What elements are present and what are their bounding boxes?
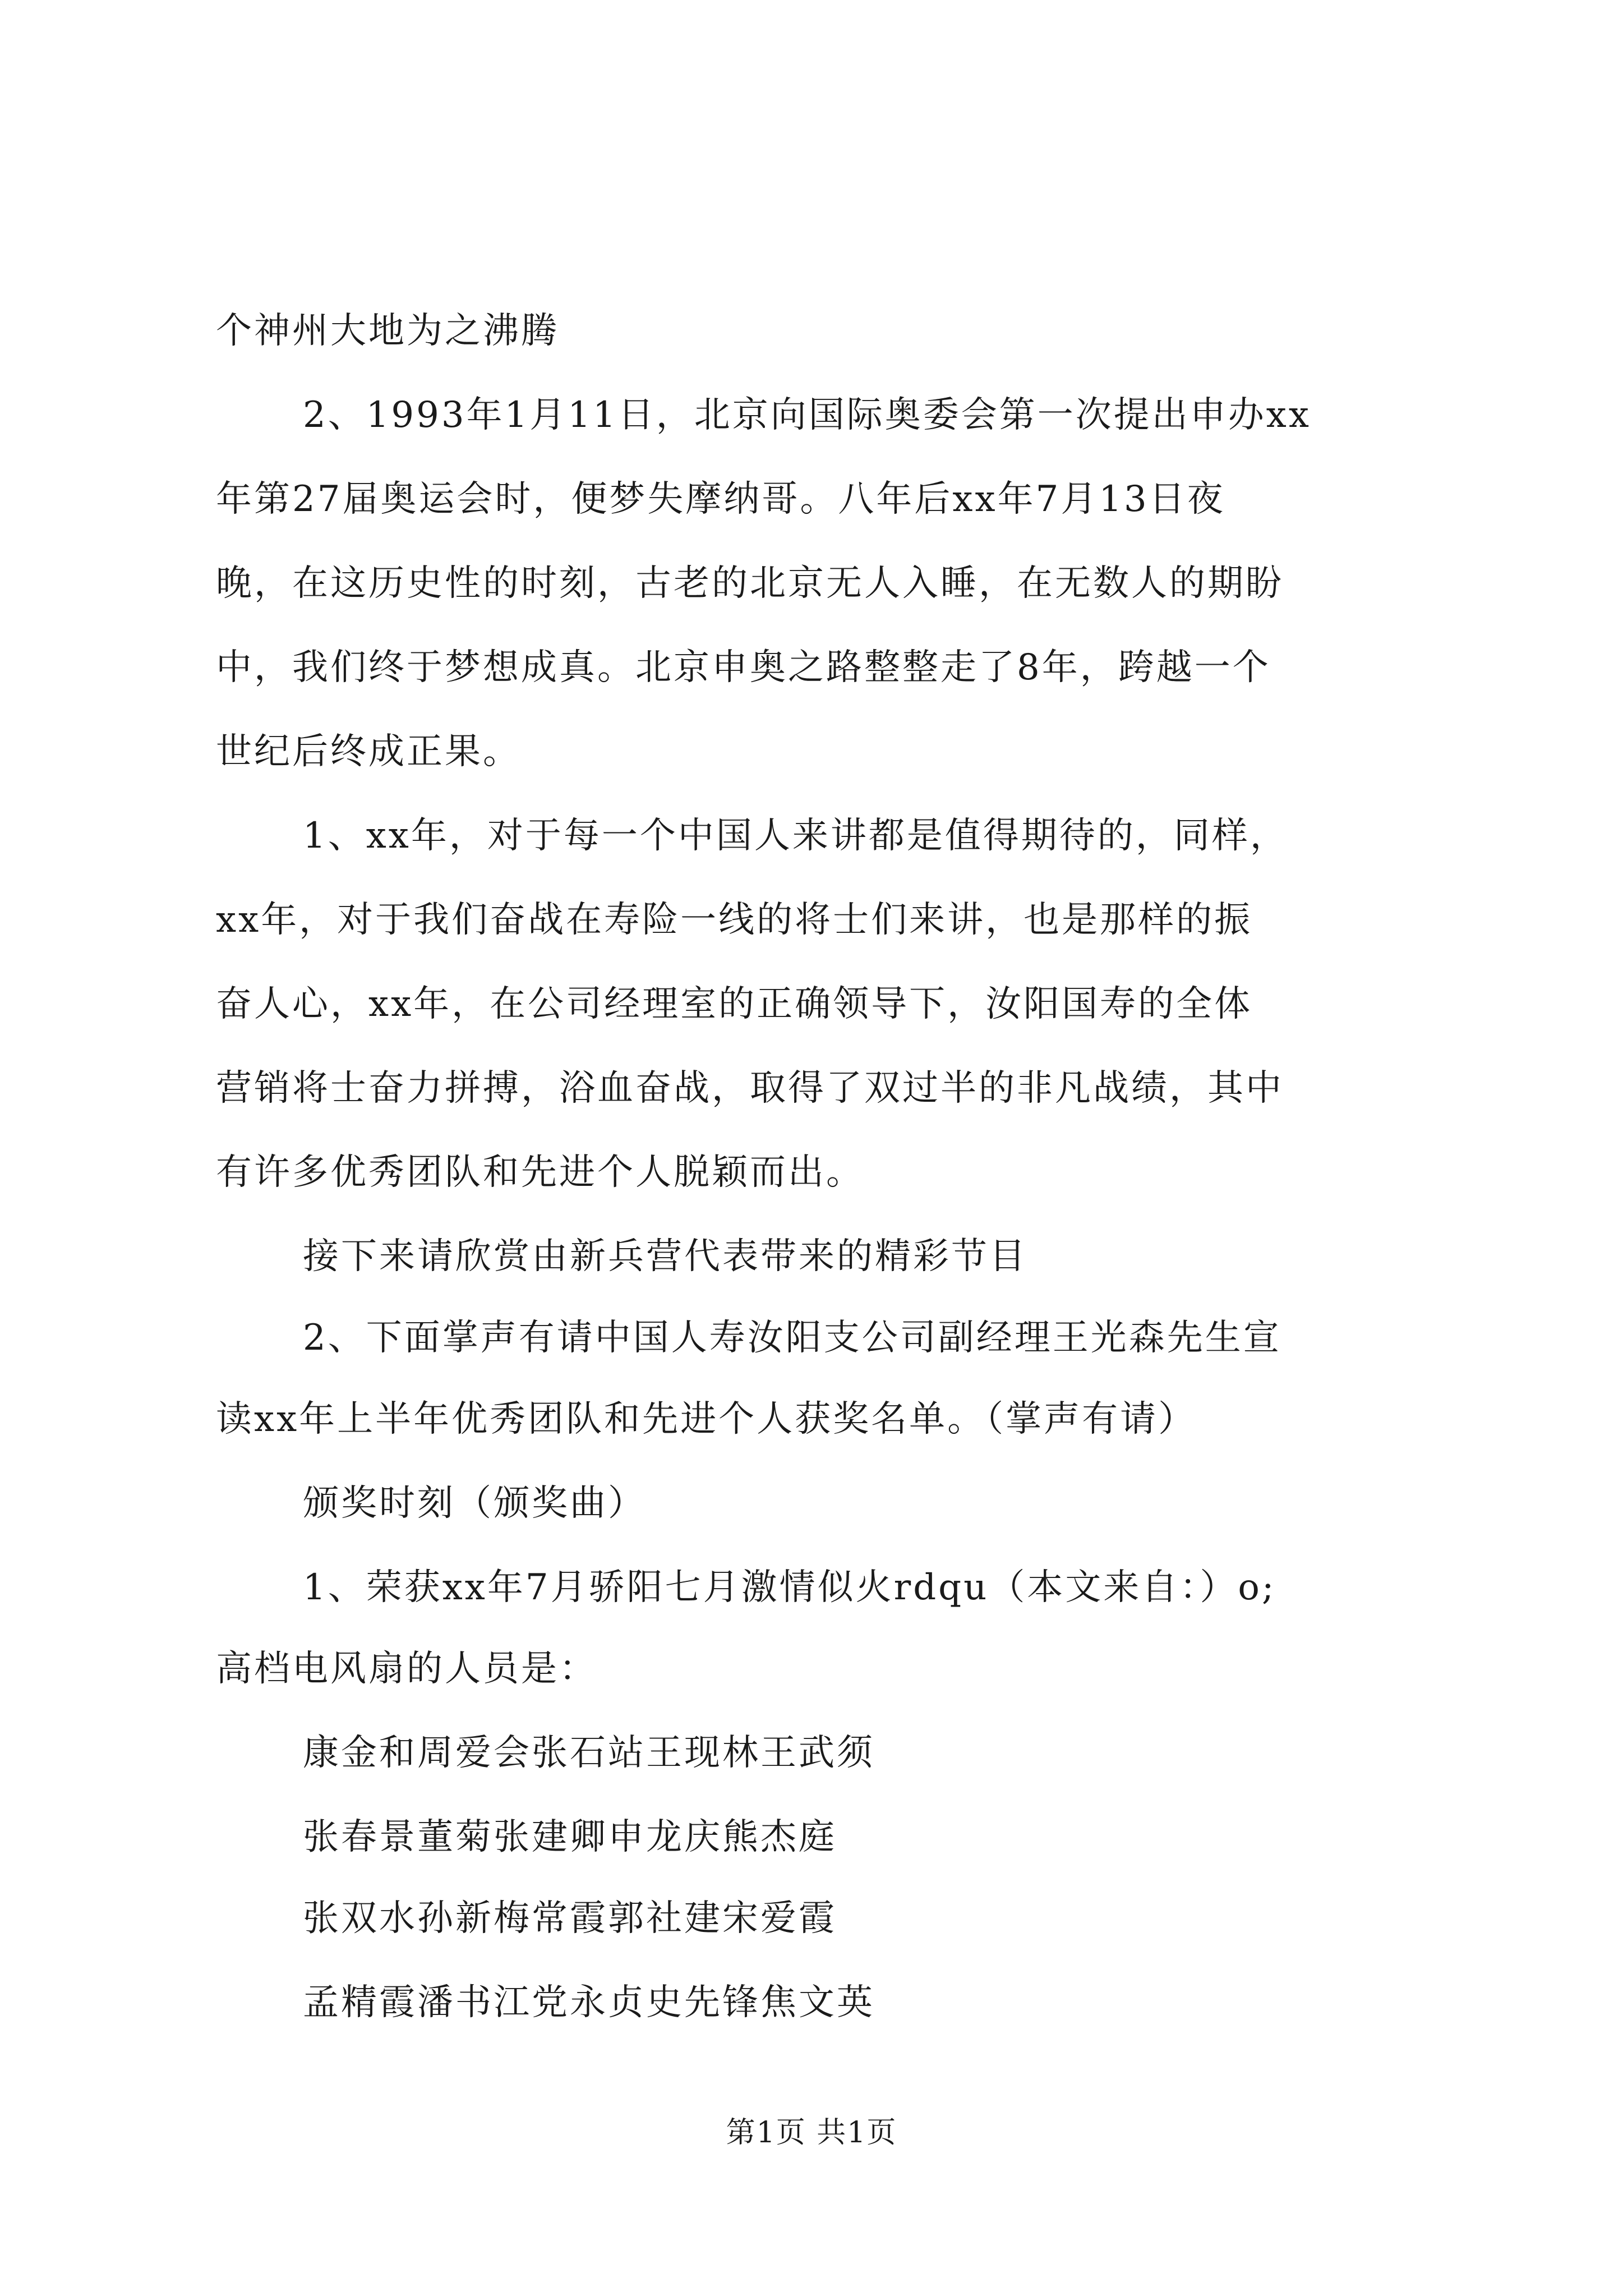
paragraph-line-17: 高档电风扇的人员是： [216, 1648, 597, 1690]
name-list-row-2: 张春景董菊张建卿申龙庆熊杰庭 [303, 1816, 837, 1858]
paragraph-line-8: xx年，对于我们奋战在寿险一线的将士们来讲，也是那样的振 [216, 899, 1253, 941]
paragraph-line-13: 2、下面掌声有请中国人寿汝阳支公司副经理王光森先生宣 [303, 1317, 1281, 1359]
paragraph-line-2: 2、1993年1月11日，北京向国际奥委会第一次提出申办xx [303, 394, 1311, 436]
page-number-footer: 第1页 共1页 [726, 2116, 897, 2150]
paragraph-line-14: 读xx年上半年优秀团队和先进个人获奖名单。（掌声有请） [216, 1398, 1197, 1440]
paragraph-line-16: 1、荣获xx年7月骄阳七月激情似火rdqu（本文来自：）o; [303, 1567, 1276, 1608]
paragraph-line-5: 中，我们终于梦想成真。北京申奥之路整整走了8年，跨越一个 [216, 647, 1271, 688]
paragraph-line-3: 年第27届奥运会时，便梦失摩纳哥。八年后xx年7月13日夜 [216, 478, 1225, 520]
paragraph-line-11: 有许多优秀团队和先进个人脱颖而出。 [216, 1152, 864, 1193]
paragraph-line-15: 颁奖时刻（颁奖曲） [303, 1483, 646, 1524]
paragraph-line-9: 奋人心，xx年，在公司经理室的正确领导下，汝阳国寿的全体 [216, 983, 1253, 1025]
paragraph-line-10: 营销将士奋力拼搏，浴血奋战，取得了双过半的非凡战绩，其中 [216, 1068, 1284, 1109]
paragraph-line-4: 晚，在这历史性的时刻，古老的北京无人入睡，在无数人的期盼 [216, 563, 1284, 604]
name-list-row-4: 孟精霞潘书江党永贞史先锋焦文英 [303, 1982, 875, 2023]
paragraph-line-12: 接下来请欣赏由新兵营代表带来的精彩节目 [303, 1236, 1027, 1277]
name-list-row-1: 康金和周爱会张石站王现林王武须 [303, 1732, 875, 1774]
paragraph-line-7: 1、xx年，对于每一个中国人来讲都是值得期待的，同样， [303, 815, 1288, 857]
paragraph-line-1: 个神州大地为之沸腾 [216, 310, 559, 352]
name-list-row-3: 张双水孙新梅常霞郭社建宋爱霞 [303, 1898, 837, 1939]
paragraph-line-6: 世纪后终成正果。 [216, 731, 521, 772]
